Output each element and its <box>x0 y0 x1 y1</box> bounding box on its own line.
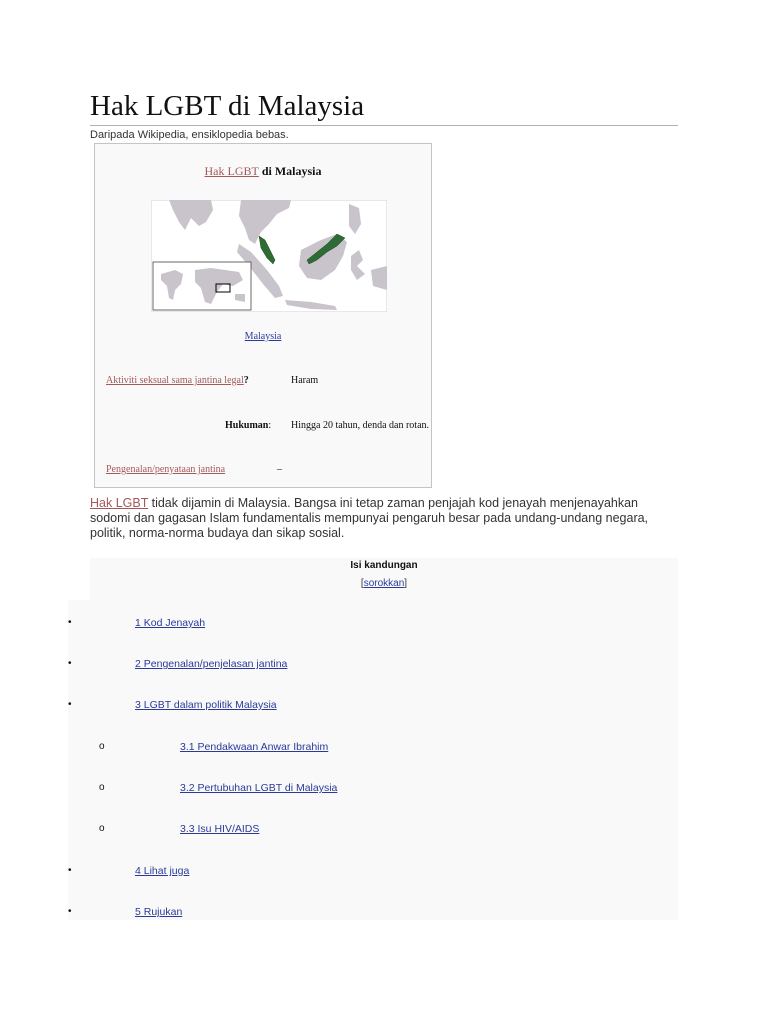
penalty-value: Hingga 20 tahun, denda dan rotan. <box>291 420 430 431</box>
toc-link-lihat-juga[interactable]: 4 Lihat juga <box>135 865 190 877</box>
toc-bullet: • <box>68 658 72 669</box>
title-divider <box>90 125 678 126</box>
toc-item <box>135 865 189 877</box>
toc-link-kod-jenayah[interactable]: 1 Kod Jenayah <box>135 617 206 629</box>
toc-link-rujukan[interactable]: 5 Rujukan <box>135 906 183 918</box>
intro-hak-lgbt-link[interactable]: Hak LGBT <box>90 496 149 510</box>
infobox-title <box>95 164 431 179</box>
gender-recognition-link[interactable]: Pengenalan/penyataan jantina <box>106 464 226 475</box>
malaysia-locator-map <box>151 200 387 312</box>
toc-item <box>135 617 205 629</box>
toc-hide-link[interactable]: sorokkan <box>363 578 405 589</box>
toc-bullet: • <box>68 699 72 710</box>
legal-status-value: Haram <box>291 375 319 386</box>
malaysia-link[interactable]: Malaysia <box>244 331 282 342</box>
toc-bullet: • <box>68 865 72 876</box>
legal-status-suffix: ? <box>243 375 249 386</box>
map-caption <box>95 331 431 342</box>
infobox-row-legal <box>106 375 249 386</box>
infobox <box>94 143 432 488</box>
toc-link-anwar[interactable]: 3.1 Pendakwaan Anwar Ibrahim <box>180 741 329 753</box>
infobox-title-rest: di Malaysia <box>258 164 322 178</box>
penalty-suffix: : <box>268 420 272 431</box>
toc-toggle: [sorokkan] <box>360 578 408 589</box>
legal-status-link[interactable]: Aktiviti seksual sama jantina legal <box>106 375 244 386</box>
infobox-row-penalty <box>225 420 271 431</box>
toc-sub-bullet: o <box>99 782 105 793</box>
infobox-title-link[interactable]: Hak LGBT <box>204 164 259 178</box>
toc-item <box>135 906 182 918</box>
toc-bullet: • <box>68 617 72 628</box>
toc-title: Isi kandungan <box>350 560 418 571</box>
toc-bullet: • <box>68 906 72 917</box>
toc-item <box>135 699 277 711</box>
world-inset-map <box>153 262 251 310</box>
toc-item <box>180 741 328 753</box>
gender-recognition-value: – <box>277 464 282 475</box>
toc-item <box>180 823 259 835</box>
intro-text: tidak dijamin di Malaysia. Bangsa ini tetap zaman penjajah kod jenayah menjenayahkan sodomi dan gagasan Islam fundamentalis mempunyai pengaruh besar pada undang-undang negara, politik, norma-norma budaya dan sikap sosial. <box>90 496 649 540</box>
toc-item <box>180 782 337 794</box>
toc-link-pertubuhan[interactable]: 3.2 Pertubuhan LGBT di Malaysia <box>180 782 338 794</box>
page-subtitle: Daripada Wikipedia, ensiklopedia bebas. <box>90 129 289 141</box>
toc-link-lgbt-politik[interactable]: 3 LGBT dalam politik Malaysia <box>135 699 277 711</box>
toc-item <box>135 658 287 670</box>
penalty-label: Hukuman <box>225 420 269 431</box>
toc-sub-bullet: o <box>99 823 105 834</box>
toc-link-pengenalan[interactable]: 2 Pengenalan/penjelasan jantina <box>135 658 288 670</box>
page-title: Hak LGBT di Malaysia <box>90 90 365 122</box>
infobox-row-gender <box>106 464 225 475</box>
toc-link-hiv-aids[interactable]: 3.3 Isu HIV/AIDS <box>180 823 260 835</box>
toc-sub-bullet: o <box>99 741 105 752</box>
intro-paragraph <box>90 496 680 541</box>
